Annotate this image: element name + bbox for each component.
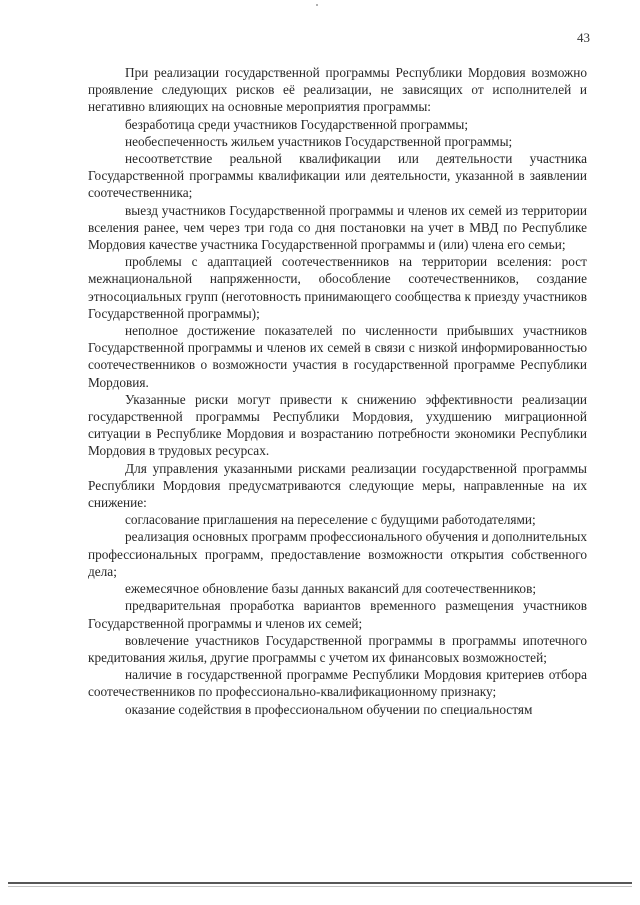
bottom-scan-edge-shadow bbox=[8, 886, 632, 887]
scan-artifact bbox=[316, 4, 318, 6]
paragraph-adaptation: проблемы с адаптацией соотечественников на территории вселения: рост межнациональной напряженности, обособление соотечественников, создание этносоциальных групп (неготовность принимающего сообщества к приезду участников Государственной программы); bbox=[88, 254, 587, 321]
paragraph-indicators: неполное достижение показателей по численности прибывших участников Государственной программы и членов их семей в связи с низкой информированностью соотечественников о возможности участия в государственной программе Республики Мордовия. bbox=[88, 323, 587, 390]
paragraph-risks-intro: При реализации государственной программы Республики Мордовия возможно проявление следующих рисков её реализации, не зависящих от исполнителей и негативно влияющих на основные мероприятия программы: bbox=[88, 65, 587, 115]
bottom-scan-edge bbox=[8, 882, 632, 884]
paragraph-measures-intro: Для управления указанными рисками реализации государственной программы Республики Мордовия предусматриваются следующие меры, направленные на их снижение: bbox=[88, 460, 587, 511]
paragraph-housing: необеспеченность жильем участников Государственной программы; bbox=[125, 133, 513, 149]
paragraph-assistance: оказание содействия в профессиональном обучении по специальностям bbox=[125, 701, 533, 717]
document-body bbox=[88, 64, 587, 718]
page-number: 43 bbox=[577, 30, 590, 45]
paragraph-consequences: Указанные риски могут привести к снижению эффективности реализации государственной программы Республики Мордовия, ухудшению миграционной ситуации в Республике Мордовия и возрастанию потребности экономики Республики Мордовия в трудовых ресурсах. bbox=[88, 391, 587, 459]
paragraph-mortgage: вовлечение участников Государственной программы в программы ипотечного кредитования жилья, другие программы с учетом их финансовых возможностей; bbox=[88, 632, 587, 665]
paragraph-qualification: несоответствие реальной квалификации или деятельности участника Государственной программы квалификации или деятельности, указанной в заявлении соотечественника; bbox=[88, 151, 587, 201]
paragraph-employers: согласование приглашения на переселение с будущими работодателями; bbox=[125, 512, 536, 528]
paragraph-departure: выезд участников Государственной программы и членов их семей из территории вселения ранее, чем через три года со дня постановки на учет в МВД по Республике Мордовия качестве участника Государственной программы и (или) члена его семьи; bbox=[88, 202, 587, 253]
paragraph-training: реализация основных программ профессионального обучения и дополнительных профессиональных программ, предоставление возможности открытия собственного дела; bbox=[88, 529, 587, 579]
paragraph-vacancies: ежемесячное обновление базы данных вакансий для соотечественников; bbox=[125, 581, 537, 597]
paragraph-accommodation: предварительная проработка вариантов временного размещения участников Государственной программы и членов их семей; bbox=[88, 598, 587, 631]
paragraph-criteria: наличие в государственной программе Республики Мордовия критериев отбора соотечественников по профессионально-квалификационному признаку; bbox=[88, 667, 587, 700]
paragraph-unemployment: безработица среди участников Государственной программы; bbox=[125, 116, 469, 132]
